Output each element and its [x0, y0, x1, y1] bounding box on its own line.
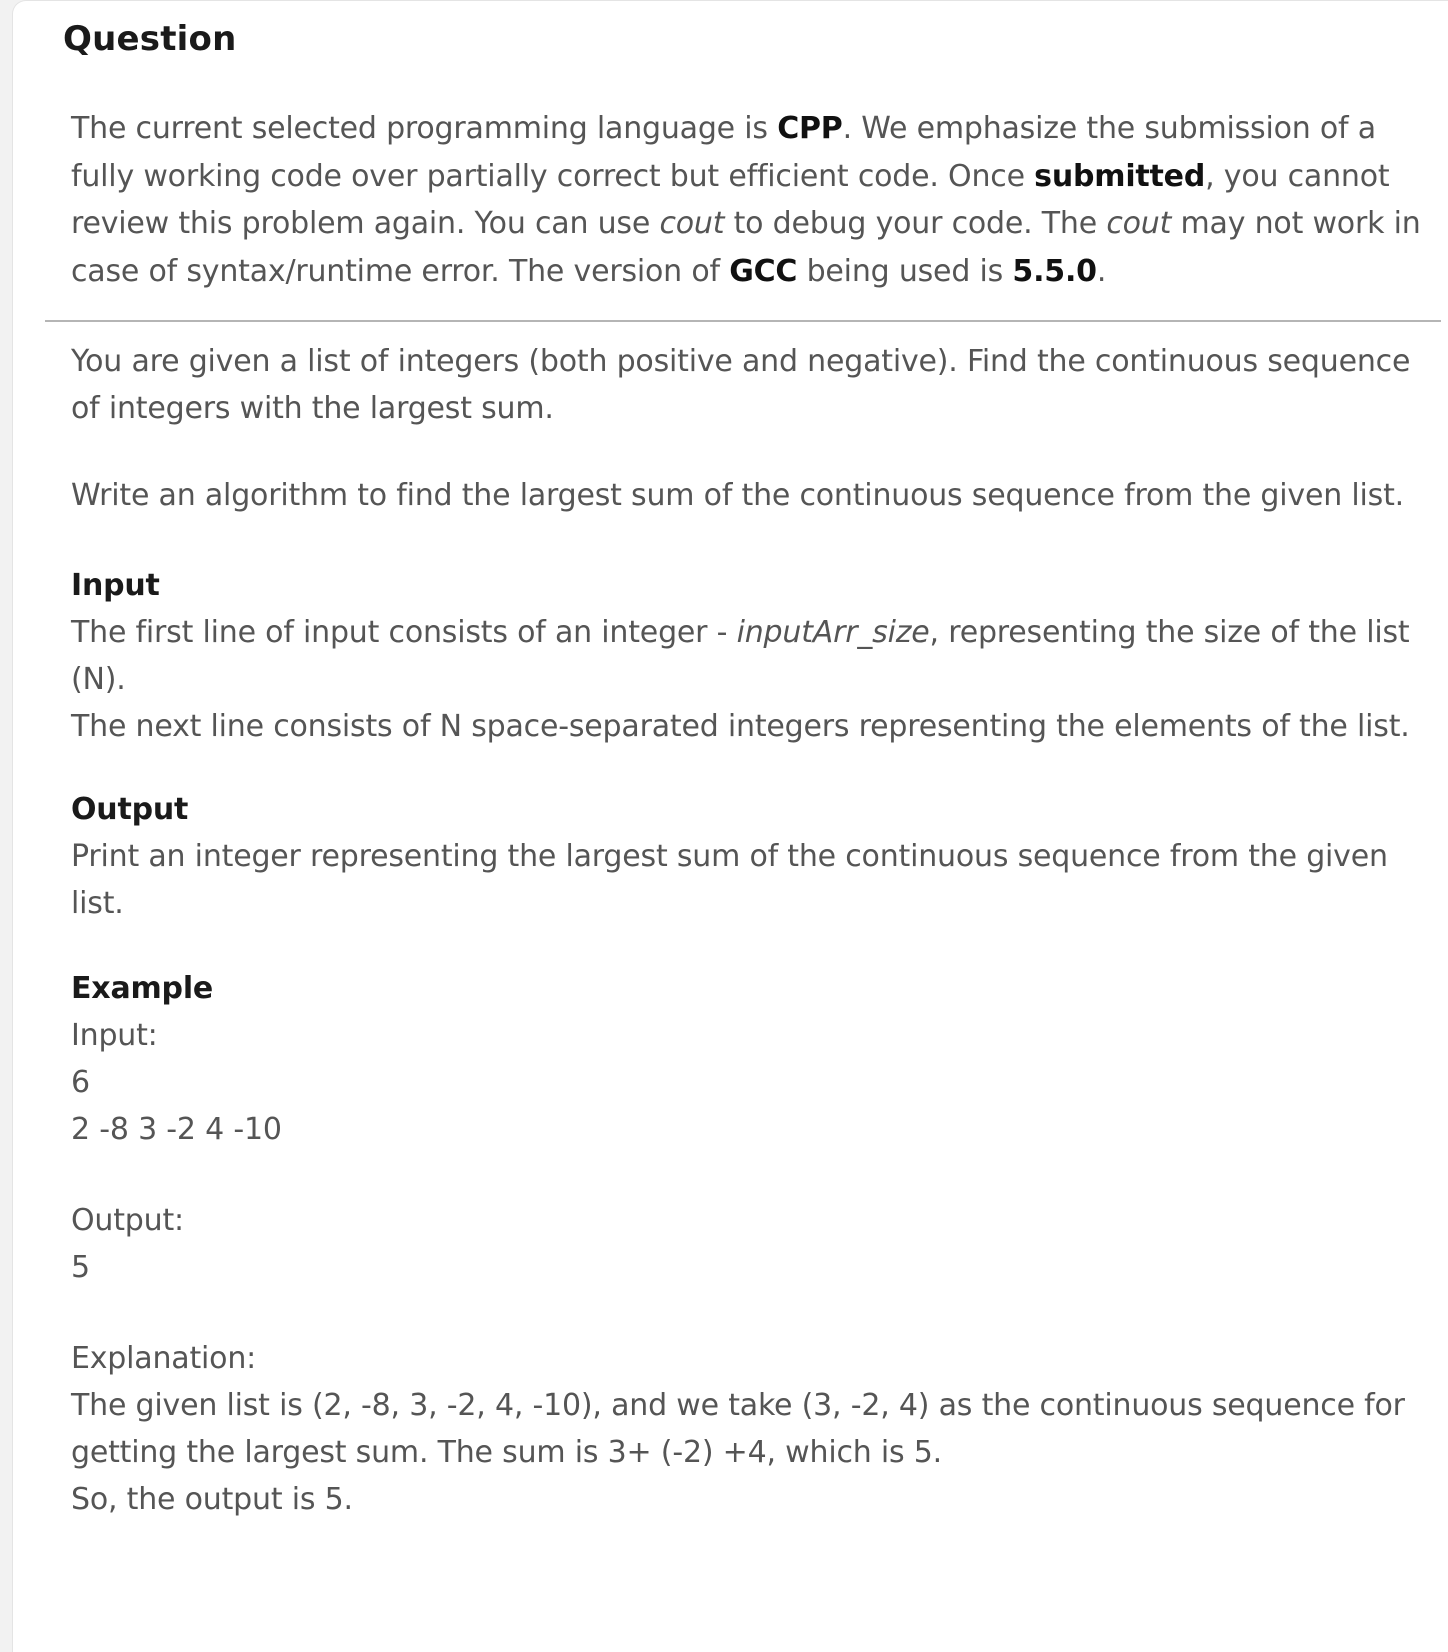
notice-text: . We emphasize the submission of a fully working code over partially correct but efficient code. Once: [71, 111, 1376, 194]
example-explanation-text: The given list is (2, -8, 3, -2, 4, -10), and we take (3, -2, 4) as the continuous sequence for getting the largest sum. The sum is 3+ (-2) +4, which is 5.: [71, 1388, 1405, 1470]
compiler-name: GCC: [729, 253, 798, 289]
language-name: CPP: [777, 111, 843, 146]
example-input-list: 2 -8 3 -2 4 -10: [71, 1112, 282, 1147]
example-input-n: 6: [71, 1065, 90, 1100]
example-input-label: Input:: [71, 1018, 158, 1053]
example-explanation-label: Explanation:: [71, 1341, 257, 1376]
notice-text: The current selected programming language is: [71, 111, 778, 146]
input-line2: The next line consists of N space-separated integers representing the elements of the list.: [71, 709, 1410, 744]
example-output-value: 5: [71, 1250, 90, 1285]
output-text: Print an integer representing the largest sum of the continuous sequence from the given list.: [71, 839, 1388, 921]
compiler-version: 5.5.0: [1012, 253, 1097, 289]
input-section: [71, 562, 1431, 750]
input-title: Input: [71, 568, 160, 603]
language-notice: [71, 105, 1431, 295]
output-title: Output: [71, 792, 189, 827]
submitted-keyword: submitted: [1034, 158, 1206, 194]
notice-text: .: [1096, 253, 1107, 289]
input-line1-prefix: The first line of input consists of an integer -: [71, 615, 737, 650]
notice-text: , you cannot review this problem again. You can use: [71, 158, 1390, 241]
section-divider: [45, 320, 1441, 322]
example-output-label: Output:: [71, 1203, 184, 1238]
question-panel: [12, 0, 1448, 1652]
example-title: Example: [71, 971, 214, 1006]
notice-text: to debug your code. The: [724, 206, 1107, 241]
input-line1-suffix: , representing the size of the list (N).: [71, 615, 1410, 697]
question-heading: Question: [63, 19, 237, 59]
notice-text: may not work in case of syntax/runtime error. The version of: [71, 206, 1421, 289]
example-section: [71, 965, 1431, 1523]
cout-keyword: cout: [659, 206, 725, 241]
example-conclusion: So, the output is 5.: [71, 1482, 353, 1517]
problem-description: You are given a list of integers (both positive and negative). Find the continuous sequence of integers with the largest sum.: [71, 344, 1411, 426]
cout-keyword: cout: [1106, 206, 1172, 241]
notice-text: being used is: [797, 253, 1013, 289]
input-line1: [71, 609, 1431, 703]
output-section: [71, 786, 1431, 927]
input-size-variable: inputArr_size: [736, 615, 930, 650]
problem-task: Write an algorithm to find the largest sum of the continuous sequence from the given list.: [71, 478, 1404, 513]
